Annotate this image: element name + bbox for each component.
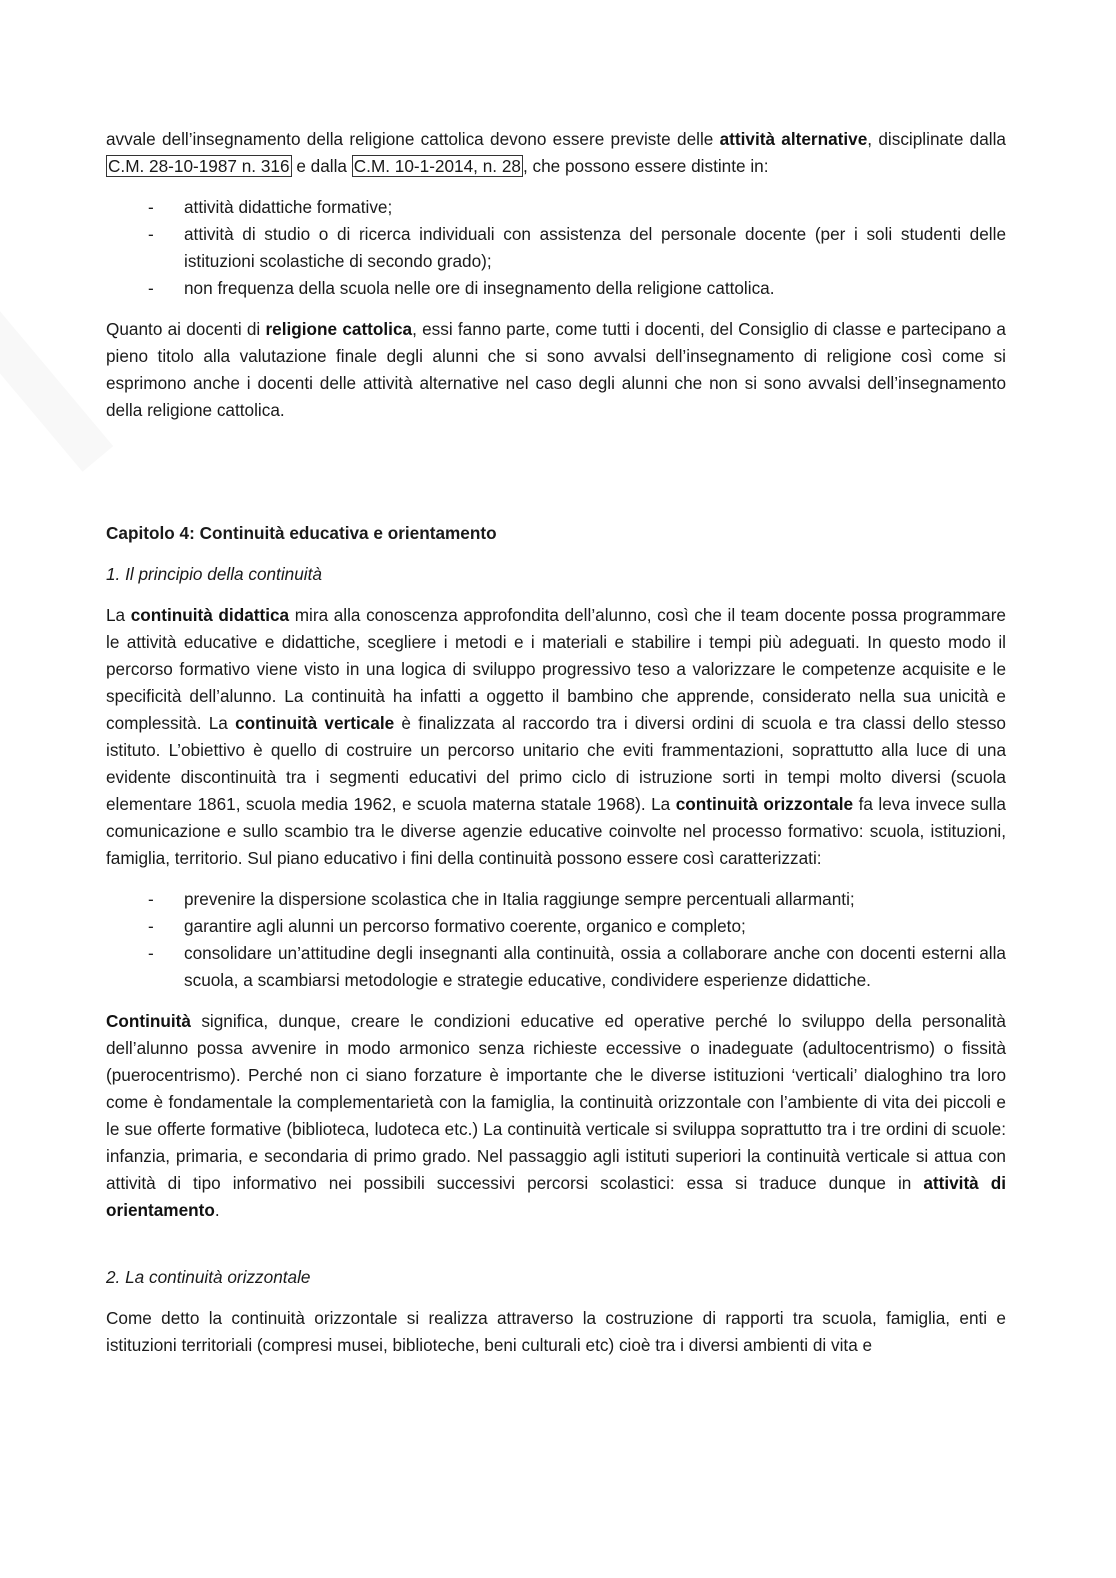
- list-item: - prevenire la dispersione scolastica che in Italia raggiunge sempre percentuali allarmanti;: [148, 889, 855, 909]
- continuity-meaning-paragraph: Continuità significa, dunque, creare le condizioni educative ed operative perché lo sviluppo della personalità dell’alunno possa avvenire in modo armonico senza richieste eccessive o inadeguate (adultocentrismo) o fissità (puerocentrismo). Perché non ci siano forzature è importante che le diverse istituzioni ‘verticali’ dialoghino tra loro come è fondamentale la complementarietà con la famiglia, la continuità orizzontale con l’ambiente di vita dei piccoli e le sue offerte formative (biblioteca, ludoteca etc.) La continuità verticale si sviluppa soprattutto tra i tre ordini di scuole: infanzia, primaria, e secondaria di primo grado. Nel passaggio agli istituti superiori la continuità verticale si attua con attività di tipo informativo nei possibili successivi percorsi scolastici: essa si traduce dunque in attività di orientamento.: [106, 1011, 1006, 1220]
- circular-reference-1[interactable]: C.M. 28-10-1987 n. 316: [108, 156, 290, 176]
- alternative-activities-list: [106, 194, 1006, 302]
- list-item: - attività didattiche formative;: [148, 197, 393, 217]
- circular-reference-2[interactable]: C.M. 10-1-2014, n. 28: [353, 156, 521, 176]
- section-title-2: 2. La continuità orizzontale: [106, 1267, 311, 1287]
- list-item: - attività di studio o di ricerca individuali con assistenza del personale docente (per i soli studenti delle istituzioni scolastiche di secondo grado);: [148, 224, 1006, 271]
- chapter-title: Capitolo 4: Continuità educativa e orientamento: [106, 523, 497, 543]
- religion-teachers-paragraph: Quanto ai docenti di religione cattolica, essi fanno parte, come tutti i docenti, del Consiglio di classe e partecipano a pieno titolo alla valutazione finale degli alunni che si sono avvalsi dell’insegnamento di religione così come si esprimono anche i docenti delle attività alternative nel caso degli alunni che non si sono avvalsi dell’insegnamento della religione cattolica.: [106, 319, 1006, 420]
- intro-paragraph: avvale dell’insegnamento della religione cattolica devono essere previste delle attività alternative, disciplinate dalla C.M. 28-10-1987 n. 316 e dalla C.M. 10-1-2014, n. 28 , che possono essere distinte in:: [106, 129, 1006, 176]
- list-item: - garantire agli alunni un percorso formativo coerente, organico e completo;: [148, 916, 746, 936]
- continuity-goals-list: [106, 886, 1006, 994]
- list-item: - consolidare un’attitudine degli insegnanti alla continuità, ossia a collaborare anche con docenti esterni alla scuola, a scambiarsi metodologie e strategie educative, condividere esperienze didattiche.: [148, 943, 1006, 990]
- horizontal-continuity-paragraph: Come detto la continuità orizzontale si realizza attraverso la costruzione di rapporti tra scuola, famiglia, enti e istituzioni territoriali (compresi musei, biblioteche, beni culturali etc) cioè tra i diversi ambienti di vita e: [106, 1308, 1006, 1355]
- section-title-1: 1. Il principio della continuità: [106, 564, 322, 584]
- watermark: [0, 308, 113, 472]
- list-item: - non frequenza della scuola nelle ore di insegnamento della religione cattolica.: [148, 278, 775, 298]
- continuity-paragraph: La continuità didattica mira alla conoscenza approfondita dell’alunno, così che il team docente possa programmare le attività educative e didattiche, scegliere i metodi e i materiali e stabilire i tempi più adeguati. In questo modo il percorso formativo viene visto in una logica di sviluppo progressivo teso a valorizzare le competenze acquisite e le specificità dell’alunno. La continuità ha infatti a oggetto il bambino che apprende, considerato nella sua unicità e complessità. La continuità verticale è finalizzata al raccordo tra i diversi ordini di scuola e tra classi dello stesso istituto. L’obiettivo è quello di costruire un percorso unitario che eviti frammentazioni, soprattutto alla luce di una evidente discontinuità tra i segmenti educativi del primo ciclo di istruzione sorti in tempi molto diversi (scuola elementare 1861, scuola media 1962, e scuola materna statale 1968). La continuità orizzontale fa leva invece sulla comunicazione e sullo scambio tra le diverse agenzie educative coinvolte nel processo formativo: scuola, istituzioni, famiglia, territorio. Sul piano educativo i fini della continuità possono essere così caratterizzati:: [106, 605, 1006, 868]
